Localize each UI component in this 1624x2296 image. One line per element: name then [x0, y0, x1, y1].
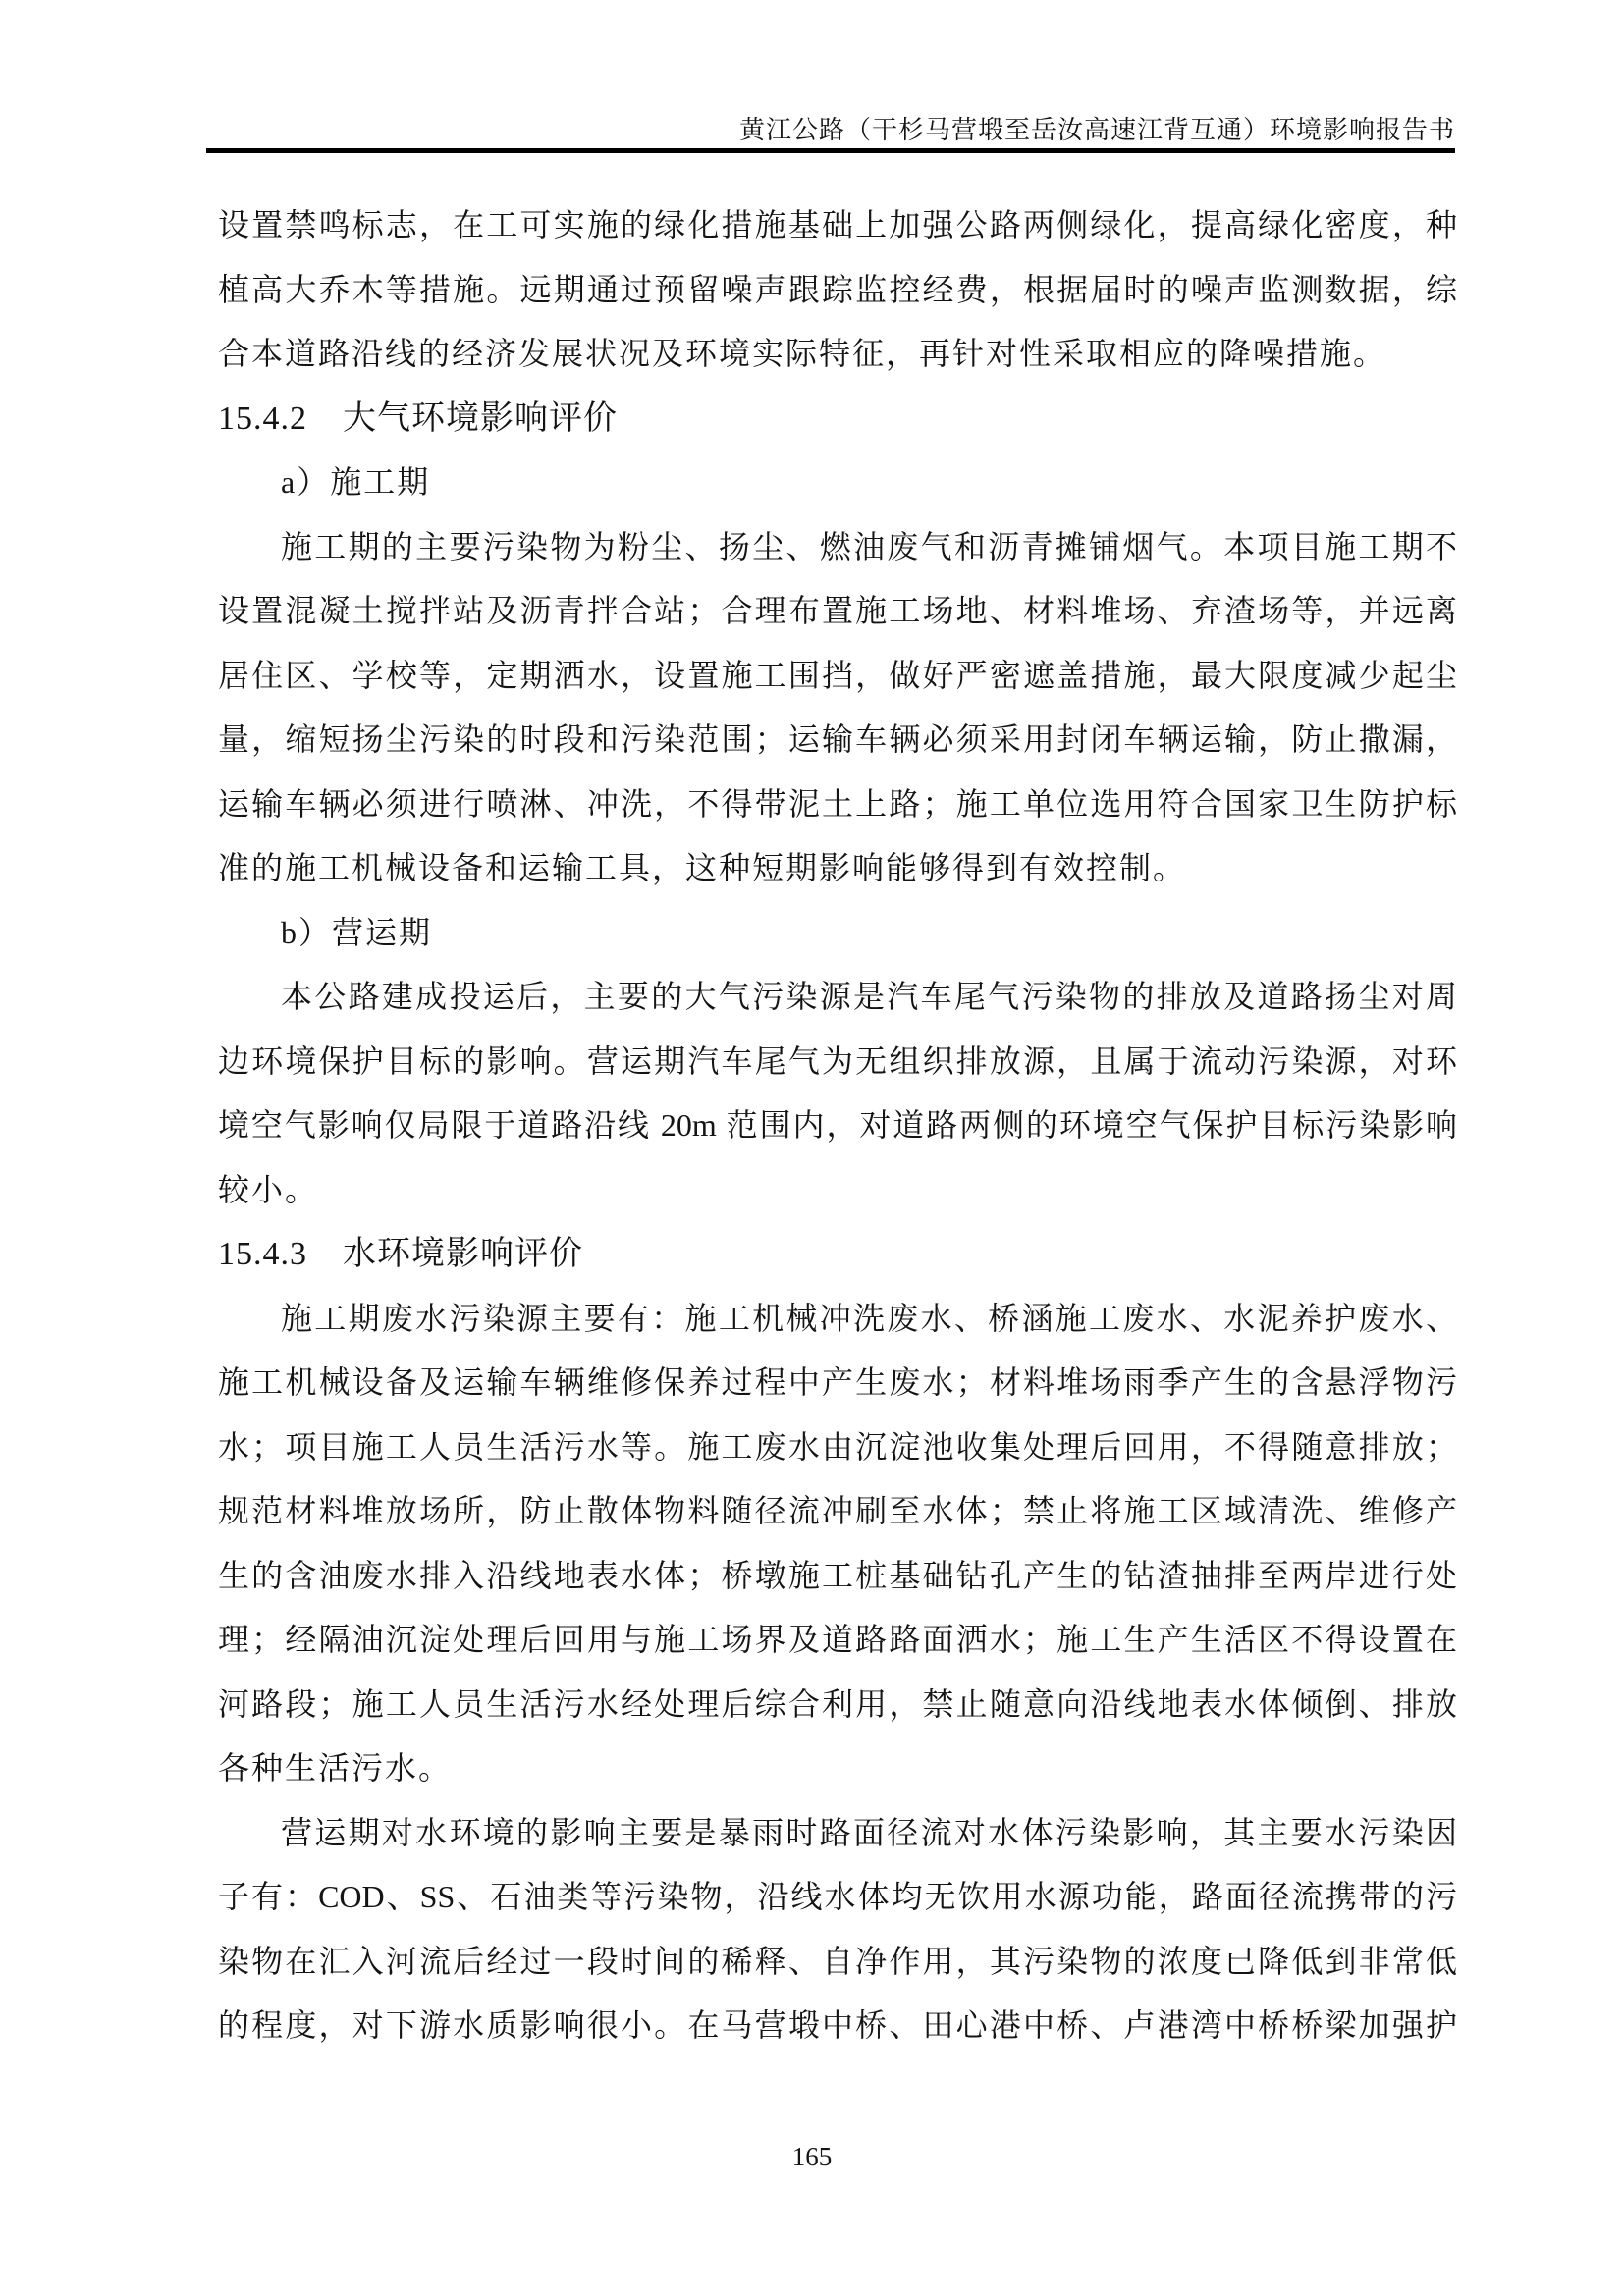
document-body — [218, 193, 1457, 2058]
text-line: 规范材料堆放场所，防止散体物料随径流冲刷至水体；禁止将施工区域清洗、维修产 — [218, 1493, 1457, 1528]
text-line: 施工期废水污染源主要有：施工机械冲洗废水、桥涵施工废水、水泥养护废水、 — [281, 1300, 1457, 1336]
text-line: 准的施工机械设备和运输工具，这种短期影响能够得到有效控制。 — [218, 850, 1187, 885]
text-line: 较小。 — [218, 1171, 319, 1207]
text-line: 运输车辆必须进行喷淋、冲洗，不得带泥土上路；施工单位选用符合国家卫生防护标 — [218, 785, 1457, 822]
text-line: a）施工期 — [281, 464, 431, 500]
text-line: 边环境保护目标的影响。营运期汽车尾气为无组织排放源，且属于流动污染源，对环 — [218, 1042, 1457, 1079]
text-line: 居住区、学校等，定期洒水，设置施工围挡，做好严密遮盖措施，最大限度减少起尘 — [218, 657, 1457, 693]
text-line: 植高大乔木等措施。远期通过预留噪声跟踪监控经费，根据届时的噪声监测数据，综 — [218, 271, 1457, 307]
text-line: 量，缩短扬尘污染的时段和污染范围；运输车辆必须采用封闭车辆运输，防止撒漏， — [218, 721, 1457, 757]
text-line: 水；项目施工人员生活污水等。施工废水由沉淀池收集处理后回用，不得随意排放； — [218, 1428, 1457, 1465]
page-footer — [0, 2142, 1624, 2172]
section-heading-15-4-3 — [218, 1222, 1457, 1287]
text-line: 河路段；施工人员生活污水经处理后综合利用，禁止随意向沿线地表水体倾倒、排放 — [218, 1685, 1457, 1722]
section-heading-15-4-2 — [218, 387, 1457, 452]
text-line: b）营运期 — [281, 914, 433, 950]
header-title: 黄江公路（干杉马营塅至岳汝高速江背互通）环境影响报告书 — [738, 116, 1455, 144]
page-number: 165 — [791, 2142, 833, 2171]
text-line: 施工期的主要污染物为粉尘、扬尘、燃油废气和沥青摊铺烟气。本项目施工期不 — [281, 528, 1457, 564]
heading-number: 15.4.3 — [218, 1236, 307, 1272]
text-line: 境空气影响仅局限于道路沿线 20m 范围内，对道路两侧的环境空气保护目标污染影响 — [218, 1107, 1457, 1143]
text-line: 设置混凝土搅拌站及沥青拌合站；合理布置施工场地、材料堆场、弃渣场等，并远离 — [218, 593, 1457, 628]
text-line: 营运期对水环境的影响主要是暴雨时路面径流对水体污染影响，其主要水污染因 — [281, 1814, 1457, 1850]
text-line: 各种生活污水。 — [218, 1750, 453, 1786]
text-line: 施工机械设备及运输车辆维修保养过程中产生废水；材料堆场雨季产生的含悬浮物污 — [218, 1364, 1457, 1400]
text-line: 的程度，对下游水质影响很小。在马营塅中桥、田心港中桥、卢港湾中桥桥梁加强护 — [218, 2007, 1457, 2043]
text-line: 本公路建成投运后，主要的大气污染源是汽车尾气污染物的排放及道路扬尘对周 — [281, 979, 1457, 1014]
text-line: 设置禁鸣标志，在工可实施的绿化措施基础上加强公路两侧绿化，提高绿化密度，种 — [218, 207, 1457, 242]
text-line: 染物在汇入河流后经过一段时间的稀释、自净作用，其污染物的浓度已降低到非常低 — [218, 1943, 1457, 1979]
heading-title: 水环境影响评价 — [343, 1236, 583, 1272]
heading-title: 大气环境影响评价 — [343, 400, 618, 437]
text-line: 合本道路沿线的经济发展状况及环境实际特征，再针对性采取相应的降噪措施。 — [218, 336, 1387, 371]
text-line: 子有：COD、SS、石油类等污染物，沿线水体均无饮用水源功能，路面径流携带的污 — [218, 1879, 1457, 1914]
heading-number: 15.4.2 — [218, 400, 307, 437]
header-rule — [206, 148, 1455, 153]
text-line: 生的含油废水排入沿线地表水体；桥墩施工桩基础钻孔产生的钻渣抽排至两岸进行处 — [218, 1557, 1457, 1593]
text-line: 理；经隔油沉淀处理后回用与施工场界及道路路面洒水；施工生产生活区不得设置在 — [218, 1622, 1457, 1657]
